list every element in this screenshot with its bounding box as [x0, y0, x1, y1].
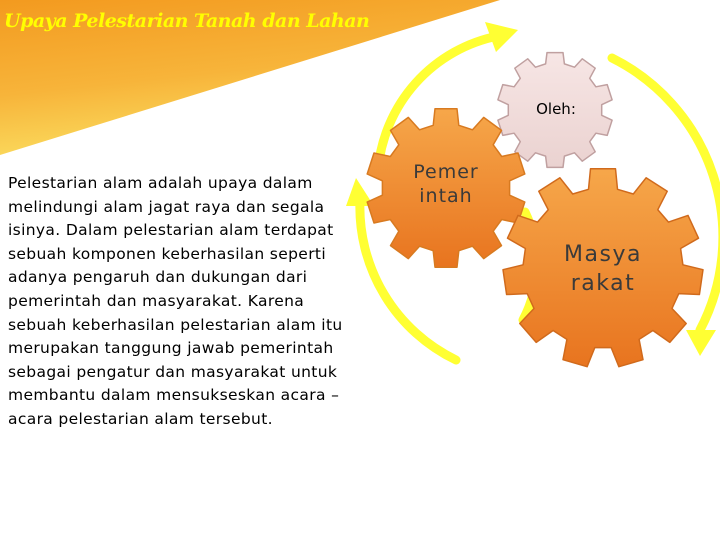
gear-label-pemerintah: Pemer intah	[413, 161, 479, 207]
gear-label-masyarakat: Masya rakat	[564, 242, 642, 296]
slide-title: Upaya Pelestarian Tanah dan Lahan	[4, 10, 370, 32]
gear-label-oleh: Oleh:	[536, 100, 576, 118]
body-paragraph: Pelestarian alam adalah upaya dalam melindungi alam jagat raya dan segala isinya. Dalam pelestarian alam terdapat sebuah komponen keberhasilan seperti adanya pengaruh dan dukungan dari pemerintah dan masyarakat. Karena sebuah keberhasilan pelestarian alam itu merupakan tanggung jawab pemerintah sebagai pengatur dan masyarakat untuk membantu dalam mensukseskan acara – acara pelestarian alam tersebut.	[8, 174, 343, 428]
